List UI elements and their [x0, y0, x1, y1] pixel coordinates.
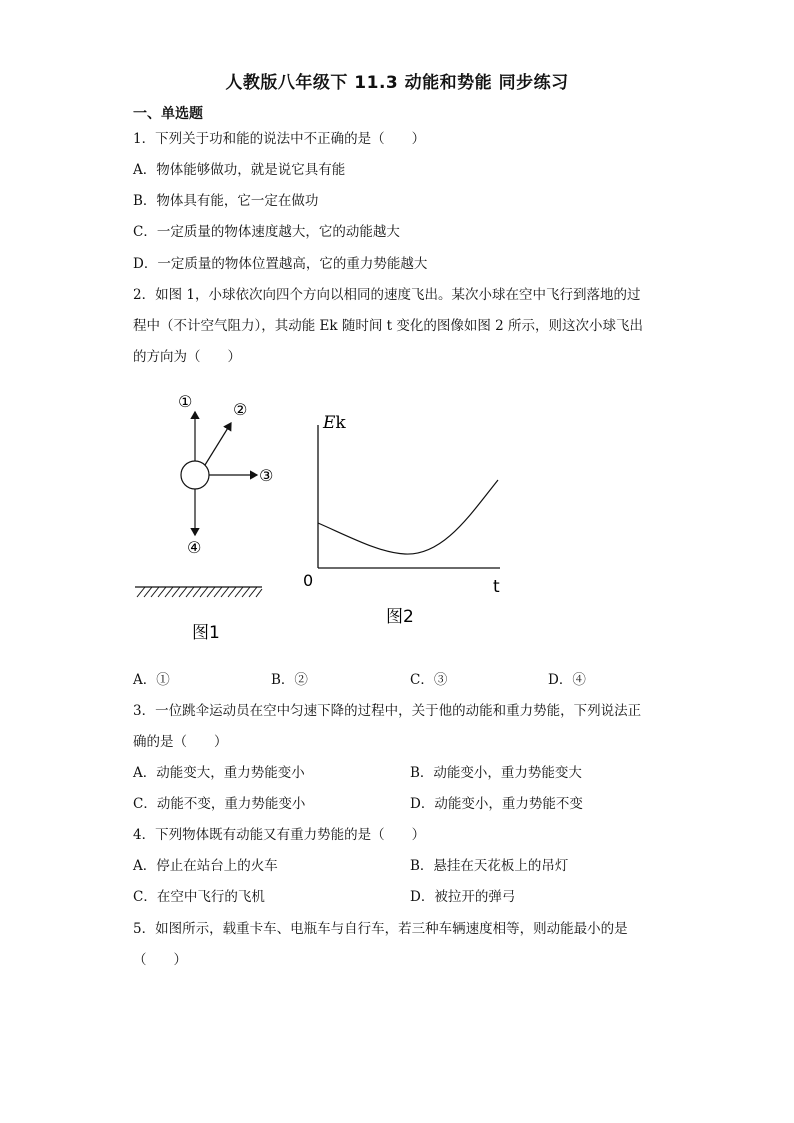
- section-heading: 一、单选题: [133, 106, 203, 122]
- q3-option-c: C．动能不变，重力势能变小: [133, 796, 306, 812]
- arrow-2: [205, 423, 231, 465]
- q3-option-b: B．动能变小，重力势能变大: [410, 765, 582, 781]
- figure-1-label: 图1: [192, 623, 220, 643]
- q2-option-d: D．④: [548, 672, 586, 688]
- q4-option-d: D．被拉开的弹弓: [410, 889, 516, 905]
- q5-stem-line2: （ ）: [133, 952, 187, 968]
- q4-option-a: A．停止在站台上的火车: [133, 858, 278, 874]
- q4-option-c: C．在空中飞行的飞机: [133, 889, 265, 905]
- q2-stem-line3: 的方向为（ ）: [133, 349, 241, 365]
- label-dir-3: ③: [259, 466, 274, 485]
- y-axis-label: Ek: [323, 413, 346, 433]
- label-dir-2: ②: [233, 400, 248, 419]
- ek-curve: [318, 480, 498, 554]
- q3-stem-line2: 确的是（ ）: [133, 734, 228, 750]
- ball: [181, 461, 209, 489]
- q3-stem-line1: 3．一位跳伞运动员在空中匀速下降的过程中，关于他的动能和重力势能，下列说法正: [133, 703, 642, 719]
- q5-stem-line1: 5．如图所示，载重卡车、电瓶车与自行车，若三种车辆速度相等，则动能最小的是: [133, 921, 628, 937]
- figure-1: [135, 392, 273, 643]
- label-dir-1: ①: [178, 392, 193, 411]
- q2-stem-line1: 2．如图 1，小球依次向四个方向以相同的速度飞出。某次小球在空中飞行到落地的过: [133, 287, 641, 303]
- q1-option-d: D．一定质量的物体位置越高，它的重力势能越大: [133, 256, 428, 272]
- q3-option-a: A．动能变大，重力势能变小: [133, 765, 305, 781]
- q4-option-b: B．悬挂在天花板上的吊灯: [410, 858, 569, 874]
- q4-stem: 4．下列物体既有动能又有重力势能的是（ ）: [133, 827, 426, 843]
- q1-stem: 1．下列关于功和能的说法中不正确的是（ ）: [133, 131, 426, 147]
- q2-option-b: B．②: [271, 672, 308, 688]
- worksheet-title: 人教版八年级下 11.3 动能和势能 同步练习: [225, 73, 569, 93]
- figure-2: [303, 413, 500, 627]
- q2-stem-line2: 程中（不计空气阻力），其动能 Ek 随时间 t 变化的图像如图 2 所示，则这次小球飞出: [133, 318, 644, 334]
- x-axis-label: t: [493, 577, 500, 597]
- q1-option-b: B．物体具有能，它一定在做功: [133, 193, 319, 209]
- origin-label: 0: [303, 571, 314, 590]
- q1-option-a: A．物体能够做功，就是说它具有能: [133, 162, 346, 178]
- figure-2-label: 图2: [386, 607, 414, 627]
- ground-hatching: [137, 587, 262, 597]
- q1-option-c: C．一定质量的物体速度越大，它的动能越大: [133, 224, 400, 240]
- q2-option-c: C．③: [410, 672, 448, 688]
- q3-option-d: D．动能变小，重力势能不变: [410, 796, 583, 812]
- q2-option-a: A．①: [133, 672, 170, 688]
- q2-figures: [125, 385, 525, 650]
- label-dir-4: ④: [187, 538, 202, 557]
